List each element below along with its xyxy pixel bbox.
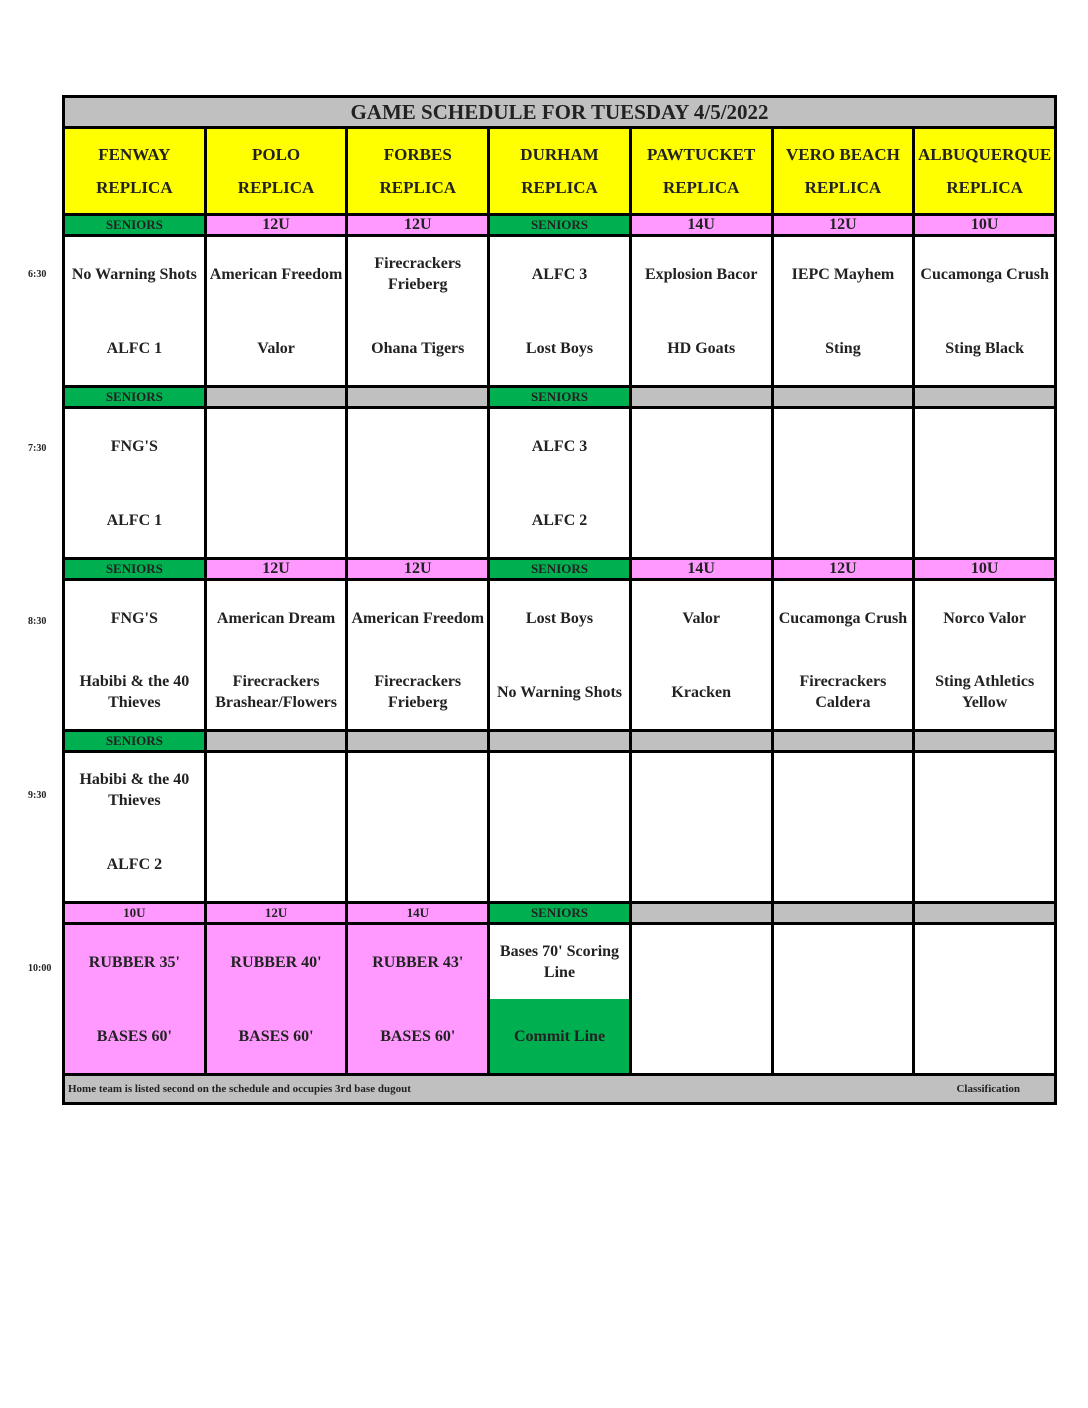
field-sub: REPLICA (237, 178, 315, 197)
game-row (65, 753, 1054, 901)
game-cell (915, 753, 1054, 901)
home-team (632, 489, 771, 551)
field-name: ALBUQUERQUE (918, 145, 1052, 164)
field-name: FORBES (383, 145, 452, 164)
rubber-distance (632, 931, 771, 993)
game-cell (774, 409, 913, 557)
visiting-team: Habibi & the 40 Thieves (79, 771, 190, 809)
classification-badge (774, 388, 913, 406)
field-header-forbes (348, 129, 487, 213)
field-header-pawtucket (632, 129, 771, 213)
bases-distance: BASES 60' (380, 1027, 456, 1045)
classification-badge: SENIORS (65, 216, 204, 234)
field-header-vero-beach (774, 129, 913, 213)
classification-badge (915, 732, 1054, 750)
visiting-team: Lost Boys (525, 609, 594, 627)
classification-badge: 12U (207, 904, 346, 922)
visiting-team: FNG'S (110, 437, 158, 455)
field-header-durham (490, 129, 629, 213)
visiting-team (490, 759, 629, 821)
game-cell (490, 237, 629, 385)
classification-badge (632, 904, 771, 922)
field-sub: REPLICA (946, 178, 1023, 197)
visiting-team: IEPC Mayhem (791, 265, 895, 283)
classification-badge (774, 904, 913, 922)
home-team (348, 489, 487, 551)
classification-badge: SENIORS (65, 388, 204, 406)
classification-badge (207, 732, 346, 750)
visiting-team: Valor (682, 609, 721, 627)
rules-cell (490, 925, 629, 1073)
visiting-team: ALFC 3 (531, 265, 588, 283)
field-header-row (65, 129, 1054, 213)
classification-badge: 10U (65, 904, 204, 922)
classification-badge: 14U (632, 216, 771, 234)
classification-badge: 12U (207, 560, 346, 578)
game-cell (348, 581, 487, 729)
field-header-albuquerque (915, 129, 1054, 213)
page-title: GAME SCHEDULE FOR TUESDAY 4/5/2022 (65, 98, 1054, 129)
home-team: Kracken (671, 683, 731, 701)
classification-badge: SENIORS (490, 216, 629, 234)
game-row (65, 237, 1054, 385)
classification-badge: 12U (207, 216, 346, 234)
home-team (915, 489, 1054, 551)
home-team: Firecrackers Brashear/Flowers (215, 673, 337, 711)
visiting-team (915, 759, 1054, 821)
visiting-team (632, 415, 771, 477)
game-cell (490, 409, 629, 557)
game-cell (65, 409, 204, 557)
game-row (65, 409, 1054, 557)
home-team (774, 489, 913, 551)
classification-badge (348, 732, 487, 750)
game-cell (915, 409, 1054, 557)
classification-row (65, 901, 1054, 925)
bases-distance: BASES 60' (96, 1027, 172, 1045)
game-cell (632, 753, 771, 901)
home-team: Firecrackers Caldera (799, 673, 887, 711)
bases-distance: BASES 60' (238, 1027, 314, 1045)
classification-badge: 12U (774, 560, 913, 578)
home-team (490, 833, 629, 895)
visiting-team: Explosion Bacor (644, 265, 758, 283)
home-team (915, 833, 1054, 895)
visiting-team (774, 415, 913, 477)
field-sub: REPLICA (804, 178, 882, 197)
classification-badge (632, 388, 771, 406)
classification-badge (348, 388, 487, 406)
home-team (348, 833, 487, 895)
visiting-team (348, 415, 487, 477)
classification-badge: 12U (774, 216, 913, 234)
classification-badge (915, 388, 1054, 406)
classification-row (65, 385, 1054, 409)
visiting-team: American Dream (216, 609, 336, 627)
classification-badge (915, 904, 1054, 922)
classification-badge: SENIORS (490, 904, 629, 922)
home-team: Sting Black (945, 339, 1024, 357)
field-name: PAWTUCKET (647, 145, 756, 164)
visiting-team: ALFC 3 (531, 437, 588, 455)
game-cell (207, 237, 346, 385)
visiting-team (774, 759, 913, 821)
time-label: 6:30 (28, 269, 47, 280)
rubber-distance (774, 931, 913, 993)
field-header-polo (207, 129, 346, 213)
time-label: 8:30 (28, 616, 47, 627)
field-name: POLO (251, 145, 301, 164)
bases-distance (774, 1005, 913, 1067)
bases-distance (915, 1005, 1054, 1067)
field-name: VERO BEACH (786, 145, 900, 164)
game-cell (207, 409, 346, 557)
footer (65, 1073, 1054, 1102)
home-team: No Warning Shots (496, 683, 623, 701)
classification-badge: SENIORS (490, 388, 629, 406)
rubber-distance: RUBBER 35' (88, 953, 180, 971)
classification-label: Classification (956, 1083, 1020, 1095)
game-cell (65, 237, 204, 385)
classification-badge: SENIORS (65, 732, 204, 750)
game-cell (490, 581, 629, 729)
game-row (65, 581, 1054, 729)
rubber-distance: RUBBER 40' (230, 953, 322, 971)
visiting-team: Norco Valor (943, 609, 1027, 627)
home-team (774, 833, 913, 895)
visiting-team: American Freedom (351, 609, 485, 627)
classification-badge: 10U (915, 560, 1054, 578)
classification-badge: 14U (632, 560, 771, 578)
game-cell (348, 753, 487, 901)
time-label: 10:00 (28, 963, 52, 974)
visiting-team: Cucamonga Crush (778, 609, 908, 627)
classification-badge: SENIORS (490, 560, 629, 578)
field-sub: REPLICA (96, 178, 173, 197)
game-cell (915, 581, 1054, 729)
game-cell (774, 753, 913, 901)
rubber-distance: RUBBER 43' (372, 953, 464, 971)
time-label: 9:30 (28, 789, 47, 801)
classification-badge (774, 732, 913, 750)
home-team: Ohana Tigers (371, 339, 465, 357)
home-team: Sting (825, 339, 861, 357)
classification-badge (632, 732, 771, 750)
bases-distance (632, 1005, 771, 1067)
home-team (632, 833, 771, 895)
classification-badge: SENIORS (65, 560, 204, 578)
field-sub: REPLICA (521, 178, 598, 197)
visiting-team: Firecrackers Frieberg (374, 255, 462, 293)
time-label: 7:30 (28, 442, 47, 454)
game-cell (632, 409, 771, 557)
field-header-fenway (65, 129, 204, 213)
game-cell (348, 237, 487, 385)
field-name: DURHAM (520, 145, 599, 164)
field-sub: REPLICA (662, 178, 740, 197)
classification-badge: 12U (348, 560, 487, 578)
game-cell (348, 409, 487, 557)
rules-cell (348, 925, 487, 1073)
home-team (207, 489, 346, 551)
visiting-team (207, 415, 346, 477)
schedule-sheet (62, 95, 1057, 1105)
classification-row (65, 557, 1054, 581)
home-team: Habibi & the 40 Thieves (79, 673, 190, 711)
game-cell (774, 237, 913, 385)
home-team: HD Goats (667, 339, 736, 357)
game-cell (490, 753, 629, 901)
game-cell (915, 237, 1054, 385)
rules-row (65, 925, 1054, 1073)
classification-badge (207, 388, 346, 406)
rules-cell (915, 925, 1054, 1073)
home-team (207, 833, 346, 895)
commit-line-rule: Commit Line (490, 999, 629, 1073)
visiting-team (207, 759, 346, 821)
classification-badge: 12U (348, 216, 487, 234)
visiting-team: Cucamonga Crush (920, 265, 1049, 283)
home-team: ALFC 1 (106, 511, 163, 529)
classification-badge: 10U (915, 216, 1054, 234)
game-cell (207, 753, 346, 901)
visiting-team (915, 415, 1054, 477)
field-name: FENWAY (98, 145, 171, 164)
home-team-note: Home team is listed second on the schedule and occupies 3rd base dugout (68, 1083, 411, 1095)
game-cell (632, 237, 771, 385)
field-sub: REPLICA (379, 178, 457, 197)
visiting-team: FNG'S (110, 609, 158, 627)
visiting-team (632, 759, 771, 821)
schedule-body (65, 213, 1054, 1073)
game-cell (632, 581, 771, 729)
classification-badge: 14U (348, 904, 487, 922)
rubber-distance (915, 931, 1054, 993)
game-cell (65, 581, 204, 729)
rules-cell (65, 925, 204, 1073)
home-team: ALFC 2 (106, 855, 163, 873)
home-team: ALFC 2 (531, 511, 588, 529)
home-team: Valor (257, 339, 295, 357)
game-cell (774, 581, 913, 729)
home-team: Firecrackers Frieberg (374, 673, 462, 711)
game-cell (207, 581, 346, 729)
classification-badge (490, 732, 629, 750)
home-team: Lost Boys (525, 339, 594, 357)
game-cell (65, 753, 204, 901)
visiting-team: No Warning Shots (71, 265, 197, 283)
visiting-team: American Freedom (209, 265, 343, 283)
home-team: ALFC 1 (106, 339, 163, 357)
rules-cell (774, 925, 913, 1073)
rules-cell (632, 925, 771, 1073)
home-team: Sting Athletics Yellow (935, 673, 1035, 711)
classification-row (65, 729, 1054, 753)
visiting-team (348, 759, 487, 821)
scoring-line-rule: Bases 70' Scoring Line (499, 943, 620, 981)
classification-row (65, 213, 1054, 237)
rules-cell (207, 925, 346, 1073)
